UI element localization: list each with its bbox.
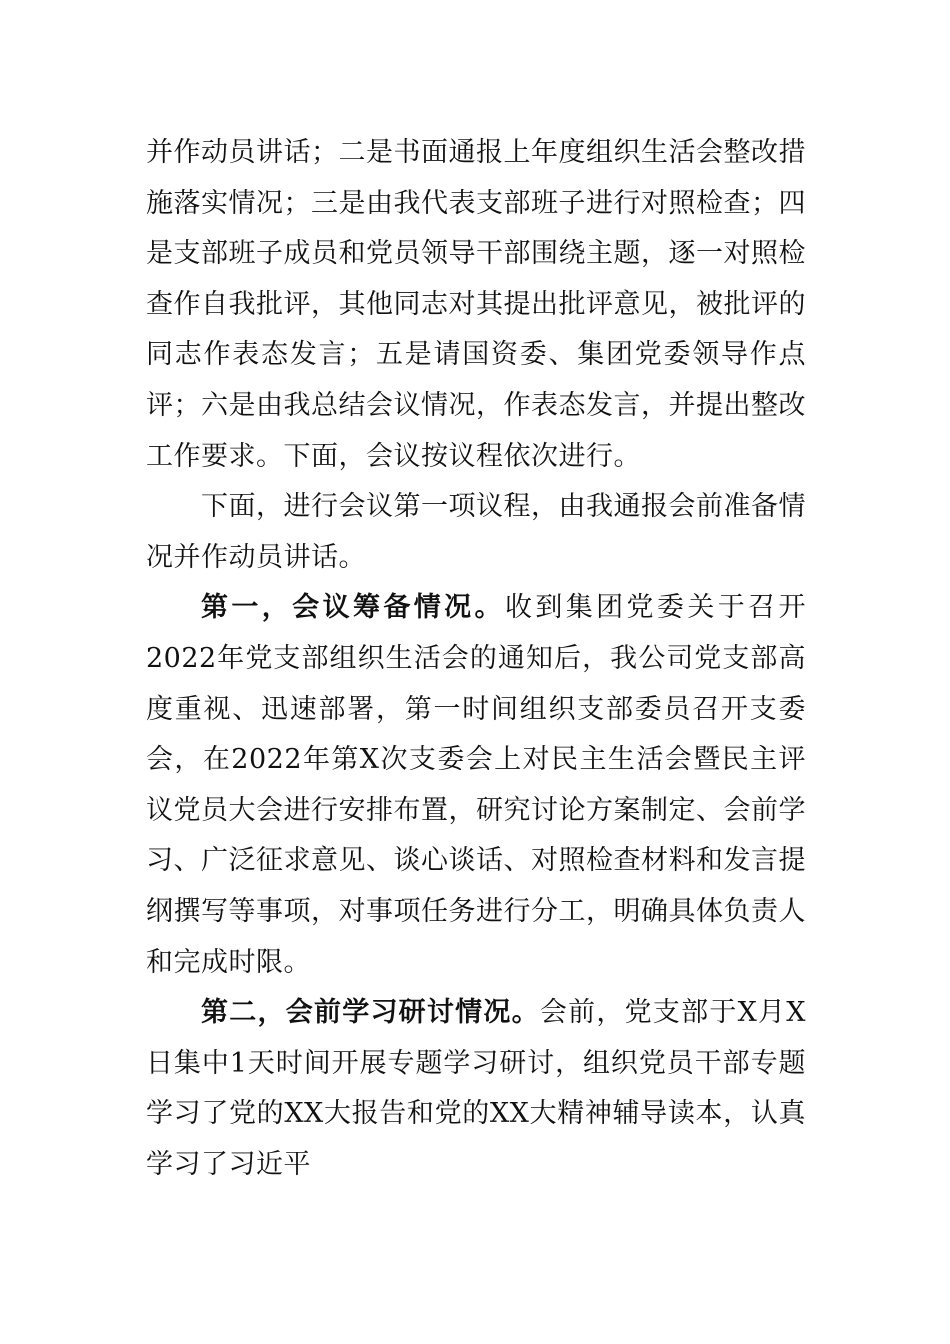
paragraph-3 [146,583,806,988]
paragraph-4 [146,988,806,1190]
paragraph-3-text: 收到集团党委关于召开2022年党支部组织生活会的通知后，我公司党支部高度重视、迅速部署，第一时间组织支部委员召开支委会，在2022年第X次支委会上对民主生活会暨民主评议党员大会进行安排布置，研究讨论方案制定、会前学习、广泛征求意见、谈心谈话、对照检查材料和发言提纲撰写等事项，对事项任务进行分工，明确具体负责人和完成时限。 [146,592,807,978]
paragraph-1-text: 并作动员讲话；二是书面通报上年度组织生活会整改措施落实情况；三是由我代表支部班子进行对照检查；四是支部班子成员和党员领导干部围绕主题，逐一对照检查作自我批评，其他同志对其提出批评意见，被批评的同志作表态发言；五是请国资委、集团党委领导作点评；六是由我总结会议情况，作表态发言，并提出整改工作要求。下面，会议按议程依次进行。 [146,137,806,472]
paragraph-3-heading: 第一，会议筹备情况。 [201,592,505,624]
paragraph-1 [146,128,806,482]
paragraph-4-text: 会前，党支部于X月X日集中1天时间开展专题学习研讨，组织党员干部专题学习了党的XX大报告和党的XX大精神辅导读本，认真学习了习近平 [146,997,806,1180]
paragraph-2 [146,482,806,583]
paragraph-4-heading: 第二，会前学习研讨情况。 [201,997,540,1029]
document-body [146,128,806,1190]
paragraph-2-text: 下面，进行会议第一项议程，由我通报会前准备情况并作动员讲话。 [146,491,806,573]
